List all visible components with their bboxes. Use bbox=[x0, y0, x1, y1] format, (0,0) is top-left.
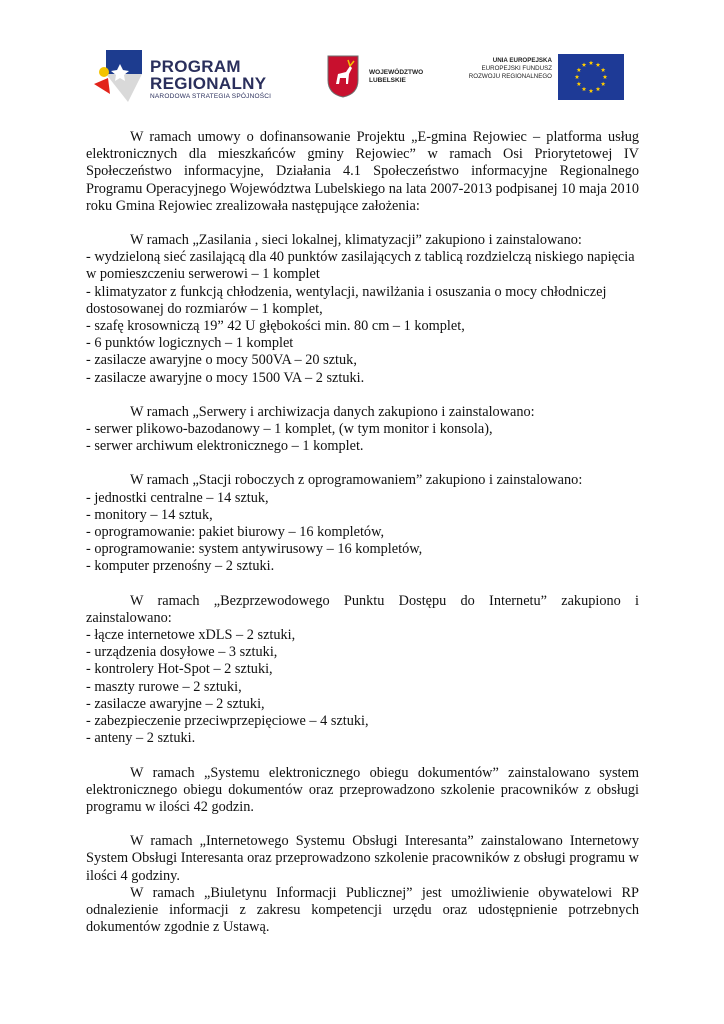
eu-text bbox=[458, 57, 552, 81]
list-item: - jednostki centralne – 14 sztuk, bbox=[86, 489, 269, 506]
list-item: - zabezpieczenie przeciwprzepięciowe – 4 sztuki, bbox=[86, 713, 369, 730]
list-item: - zasilacze awaryjne o mocy 1500 VA – 2 sztuki. bbox=[86, 369, 365, 386]
list-item: - monitory – 14 sztuk, bbox=[86, 506, 213, 523]
document-body bbox=[86, 129, 639, 936]
list-item: - serwer plikowo-bazodanowy – 1 komplet, (w tym monitor i konsola), bbox=[86, 421, 493, 438]
eu-line3: ROZWOJU REGIONALNEGO bbox=[468, 73, 552, 80]
logo-header bbox=[0, 0, 724, 120]
program-regionalny-logo bbox=[92, 44, 332, 112]
program-line2: REGIONALNY bbox=[150, 74, 267, 93]
list-item: - szafę krosowniczą 19” 42 U głębokości min. 80 cm – 1 komplet, bbox=[86, 318, 465, 335]
wojewodztwo-line2: LUBELSKIE bbox=[369, 77, 406, 84]
program-line1: PROGRAM bbox=[150, 57, 241, 76]
list-item: - wydzieloną sieć zasilającą dla 40 punktów zasilających z tablicą rozdzielczą niskiego napięcia w pomieszczeniu serwerowi – 1 komplet bbox=[86, 249, 635, 283]
list-item: - 6 punktów logicznych – 1 komplet bbox=[86, 335, 294, 352]
punkt-dostepu-lead: W ramach „Bezprzewodowego Punktu Dostępu do Internetu” zakupiono i zainstalowano: bbox=[86, 592, 639, 626]
serwery-lead: W ramach „Serwery i archiwizacja danych zakupiono i zainstalowano: bbox=[130, 403, 535, 420]
obsluga-interesanta-paragraph: W ramach „Internetowego Systemu Obsługi Interesanta” zainstalowano Internetowy System Obsługi Interesanta oraz przeprowadzono szkolenie pracowników z obsługi programu w ilości 4 godziny. bbox=[86, 833, 639, 884]
wojewodztwo-text bbox=[369, 69, 423, 85]
lublin-deer-shield-icon bbox=[326, 54, 360, 98]
list-item: - zasilacze awaryjne o mocy 500VA – 20 sztuk, bbox=[86, 352, 357, 369]
list-item: - oprogramowanie: system antywirusowy – 16 kompletów, bbox=[86, 541, 423, 558]
list-item: - klimatyzator z funkcją chłodzenia, wentylacji, nawilżania i osuszania o mocy chłodniczej dostosowanej do rozmiarów – 1 komplet, bbox=[86, 283, 607, 317]
obieg-dokumentow-paragraph: W ramach „Systemu elektronicznego obiegu dokumentów” zainstalowano system elektronicznego obiegu dokumentów oraz przeprowadzono szkolenie pracowników z obsługi programu w ilości 42 godzin. bbox=[86, 764, 639, 815]
program-regionalny-text bbox=[150, 58, 271, 102]
zasilanie-lead: W ramach „Zasilania , sieci lokalnej, klimatyzacji” zakupiono i zainstalowano: bbox=[130, 232, 582, 249]
list-item: - zasilacze awaryjne – 2 sztuki, bbox=[86, 695, 265, 712]
stacje-lead: W ramach „Stacji roboczych z oprogramowaniem” zakupiono i zainstalowano: bbox=[130, 472, 583, 489]
wojewodztwo-line1: WOJEWÓDZTWO bbox=[369, 69, 424, 76]
list-item: - kontrolery Hot-Spot – 2 sztuki, bbox=[86, 661, 273, 678]
eu-flag-icon bbox=[558, 54, 624, 100]
list-item: - łącze internetowe xDLS – 2 sztuki, bbox=[86, 627, 296, 644]
eu-line2: EUROPEJSKI FUNDUSZ bbox=[481, 65, 552, 72]
bip-paragraph: W ramach „Biuletynu Informacji Publicznej” jest umożliwienie obywatelowi RP odnalezienie informacji z zakresu kompetencji urzędu oraz udostępnienie potrzebnych dokumentów zgodnie z Ustawą. bbox=[86, 884, 639, 936]
eu-line1: UNIA EUROPEJSKA bbox=[492, 57, 552, 64]
wojewodztwo-lubelskie-logo bbox=[326, 54, 436, 100]
list-item: - komputer przenośny – 2 sztuki. bbox=[86, 558, 275, 575]
list-item: - serwer archiwum elektronicznego – 1 komplet. bbox=[86, 438, 364, 455]
intro-paragraph: W ramach umowy o dofinansowanie Projektu „E-gmina Rejowiec – platforma usług elektronicznych dla mieszkańców gminy Rejowiec” w ramach Osi Priorytetowej IV Społeczeństwo informacyjne, Działania 4.1 Społeczeństwo informacyjne Regionalnego Programu Operacyjnego Województwa Lubelskiego na lata 2007-2013 podpisanej 10 maja 2010 roku Gmina Rejowiec zrealizowała następujące założenia: bbox=[86, 129, 639, 214]
list-item: - anteny – 2 sztuki. bbox=[86, 730, 196, 747]
list-item: - oprogramowanie: pakiet biurowy – 16 kompletów, bbox=[86, 524, 385, 541]
list-item: - maszty rurowe – 2 sztuki, bbox=[86, 678, 242, 695]
list-item: - urządzenia dosyłowe – 3 sztuki, bbox=[86, 644, 278, 661]
program-line3: NARODOWA STRATEGIA SPÓJNOŚCI bbox=[150, 93, 272, 100]
program-regionalny-emblem-icon bbox=[92, 44, 144, 108]
